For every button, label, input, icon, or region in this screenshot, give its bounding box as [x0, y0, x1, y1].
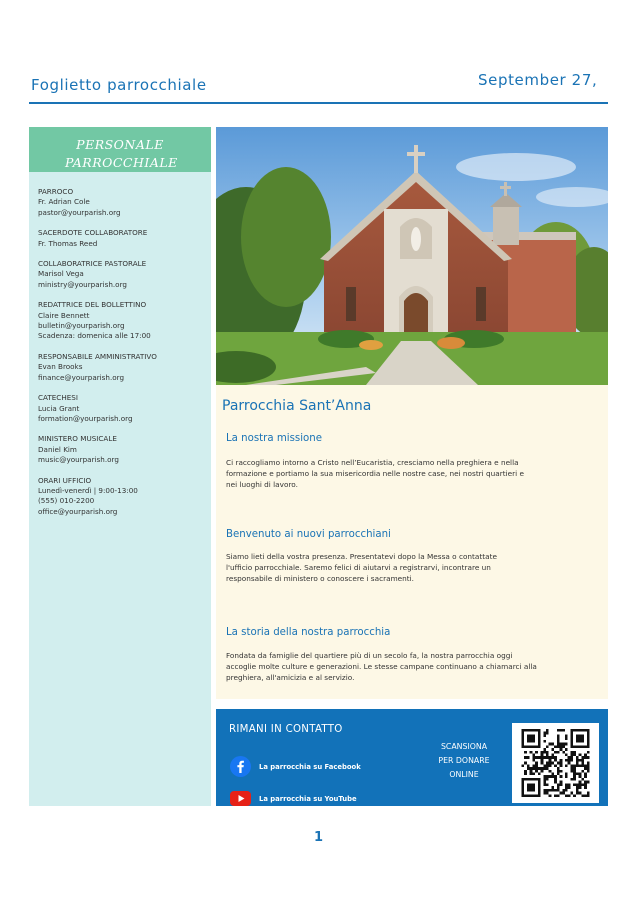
- staff-group-bulletin-editor: [38, 300, 211, 342]
- qr-code-icon: [520, 729, 591, 797]
- staff-group-catechesis: [38, 393, 211, 424]
- sidebar-heading-box: [29, 127, 211, 172]
- office-email[interactable]: office@yourparish.org: [38, 506, 118, 516]
- staff-name: Claire Bennett: [38, 310, 90, 320]
- staff-role: COLLABORATRICE PASTORALE: [38, 259, 147, 269]
- header-date: September 27,: [478, 71, 598, 89]
- donate-qr-code[interactable]: [512, 723, 599, 803]
- body-line: nei luoghi di lavoro.: [226, 480, 298, 490]
- body-line: preghiera, all'amicizia e al servizio.: [226, 673, 355, 683]
- body-line: accoglie molte culture e generazioni. Le stesse campane continuano a chiamarci alla: [226, 662, 537, 672]
- donate-line: SCANSIONA: [440, 742, 488, 751]
- staff-email[interactable]: formation@yourparish.org: [38, 413, 133, 423]
- staff-role: CATECHESI: [38, 393, 78, 403]
- staff-name: Evan Brooks: [38, 362, 83, 372]
- staff-group-pastoral-associate: [38, 259, 211, 290]
- staff-email[interactable]: finance@yourparish.org: [38, 372, 125, 382]
- bulletin-deadline: Scadenza: domenica alle 17:00: [38, 331, 151, 341]
- section-body-history: [226, 650, 556, 684]
- staff-group-business-manager: [38, 352, 211, 383]
- office-phone[interactable]: (555) 010-2200: [38, 496, 95, 506]
- youtube-icon: [230, 788, 251, 806]
- donate-line: PER DONARE: [438, 756, 490, 765]
- staff-email[interactable]: bulletin@yourparish.org: [38, 321, 125, 331]
- staff-role: SACERDOTE COLLABORATORE: [38, 228, 148, 238]
- section-body-welcome: [226, 551, 556, 585]
- staff-name: Fr. Adrian Cole: [38, 197, 90, 207]
- section-title-mission: La nostra missione: [226, 433, 322, 444]
- staff-group-office-hours: [38, 476, 211, 518]
- main-content: [216, 385, 608, 699]
- contact-box: [216, 709, 608, 806]
- staff-role: MINISTERO MUSICALE: [38, 434, 117, 444]
- body-line: l'ufficio parrocchiale. Saremo felici di aiutarvi a registrarvi, incontrare un: [226, 563, 491, 573]
- header-rule: [29, 102, 608, 104]
- donate-text: [429, 740, 499, 782]
- youtube-link[interactable]: [230, 788, 357, 806]
- staff-group-pastor: [38, 187, 211, 218]
- header-title: Foglietto parrocchiale: [31, 76, 207, 94]
- parish-name: Parrocchia Sant’Anna: [222, 398, 372, 414]
- contact-title: RIMANI IN CONTATTO: [229, 724, 343, 735]
- staff-name: Marisol Vega: [38, 269, 84, 279]
- sidebar-heading: PERSONALE PARROCCHIALE: [65, 137, 178, 170]
- page-number: 1: [313, 830, 324, 845]
- office-hours: Lunedì-venerdì | 9:00-13:00: [38, 485, 138, 495]
- body-line: Fondata da famiglie del quartiere più di un secolo fa, la nostra parrocchia oggi: [226, 651, 513, 660]
- church-photo: [216, 127, 608, 385]
- section-title-welcome: Benvenuto ai nuovi parrocchiani: [226, 529, 391, 540]
- staff-email[interactable]: music@yourparish.org: [38, 455, 119, 465]
- staff-email[interactable]: pastor@yourparish.org: [38, 207, 121, 217]
- body-line: responsabile di ministero o conoscere i sacramenti.: [226, 574, 414, 584]
- section-body-mission: [226, 457, 556, 491]
- staff-role: REDATTRICE DEL BOLLETTINO: [38, 300, 147, 310]
- body-line: Siamo lieti della vostra presenza. Presentatevi dopo la Messa o contattate: [226, 552, 497, 561]
- staff-role: PARROCO: [38, 187, 74, 196]
- section-title-history: La storia della nostra parrocchia: [226, 627, 391, 638]
- staff-role: RESPONSABILE AMMINISTRATIVO: [38, 351, 157, 361]
- staff-role: ORARI UFFICIO: [38, 475, 92, 485]
- facebook-icon: [230, 756, 251, 777]
- youtube-label: La parrocchia su YouTube: [259, 794, 357, 803]
- staff-name: Fr. Thomas Reed: [38, 238, 98, 248]
- facebook-link[interactable]: [230, 756, 361, 777]
- staff-group-music-ministry: [38, 434, 211, 465]
- staff-sidebar: [29, 127, 211, 806]
- donate-line: ONLINE: [449, 770, 479, 779]
- staff-name: Daniel Kim: [38, 444, 77, 454]
- staff-email[interactable]: ministry@yourparish.org: [38, 279, 127, 289]
- body-line: formazione e portiamo la sua misericordia nelle nostre case, nei nostri quartieri e: [226, 469, 524, 479]
- staff-list: [29, 172, 211, 517]
- staff-group-associate-priest: [38, 228, 211, 249]
- body-line: Ci raccogliamo intorno a Cristo nell’Eucaristia, cresciamo nella preghiera e nella: [226, 458, 519, 467]
- staff-name: Lucia Grant: [38, 403, 80, 413]
- facebook-label: La parrocchia su Facebook: [259, 762, 361, 771]
